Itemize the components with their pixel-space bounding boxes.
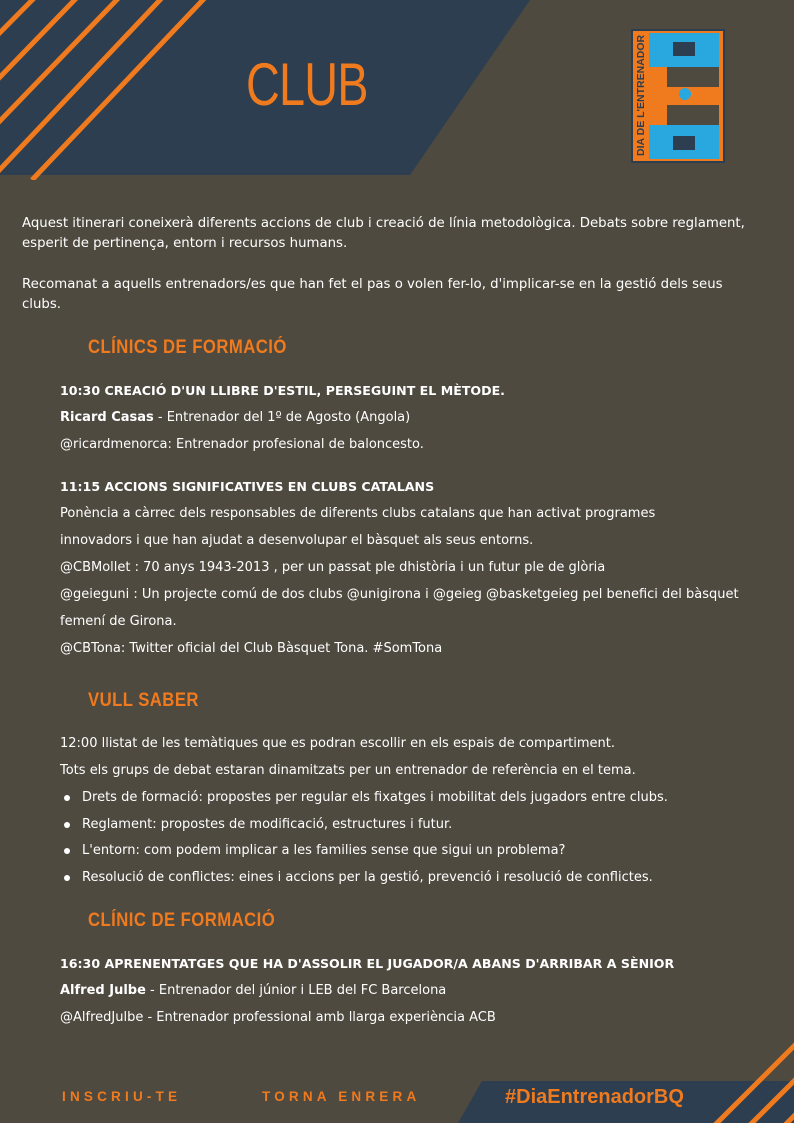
talk3-title: 16:30 APRENENTATGES QUE HA D'ASSOLIR EL JUGADOR/A ABANS D'ARRIBAR A SÈNIOR: [60, 956, 675, 971]
back-link[interactable]: TORNA ENRERA: [262, 1089, 421, 1104]
section-heading-vull-saber: VULL SABER: [88, 690, 199, 711]
talk1-speaker-desc: - Entrenador del 1º de Agosto (Angola): [153, 410, 411, 425]
vull-saber-line: Tots els grups de debat estaran dinamitzats per un entrenador de referència en el tema.: [60, 763, 636, 778]
talk1-speaker-line: [60, 409, 410, 427]
list-item: L'entorn: com podem implicar a les families sense que sigui un problema?: [62, 842, 668, 869]
page-title: CLUB: [246, 51, 368, 118]
talk3-speaker: Alfred Julbe: [60, 983, 146, 998]
talk2-line: @CBMollet : 70 anys 1943-2013 , per un passat ple dhistòria i un futur ple de glòria: [60, 560, 606, 575]
talk2-line: @geieguni : Un projecte comú de dos clubs @unigirona i @geieg @basketgeieg pel benefici del bàsquet: [60, 587, 739, 602]
hashtag: #DiaEntrenadorBQ: [505, 1086, 684, 1108]
talk1-handle: @ricardmenorca: Entrenador profesional de baloncesto.: [60, 437, 424, 452]
talk1-speaker: Ricard Casas: [60, 410, 154, 425]
talk3-speaker-desc: - Entrenador del júnior i LEB del FC Barcelona: [145, 983, 447, 998]
talk2-line: femení de Girona.: [60, 614, 177, 629]
dia-entrenador-logo: [630, 28, 726, 164]
talk3-handle: @AlfredJulbe - Entrenador professional amb llarga experiència ACB: [60, 1010, 496, 1025]
intro-paragraph-2: Recomanat a aquells entrenadors/es que han fet el pas o volen fer-lo, d'implicar-se en la gestió dels seus clubs.: [22, 277, 723, 312]
vull-saber-line: 12:00 llistat de les temàtiques que es podran escollir en els espais de compartiment.: [60, 736, 616, 751]
signup-link[interactable]: INSCRIU-TE: [62, 1089, 182, 1104]
intro-paragraph-1: Aquest itinerari coneixerà diferents accions de club i creació de línia metodològica. Debats sobre reglament, esperit de pertinença, entorn i recursos humans.: [22, 216, 745, 251]
talk2-line: @CBTona: Twitter oficial del Club Bàsquet Tona. #SomTona: [60, 641, 443, 656]
debate-topics-list: [62, 789, 668, 895]
list-item: Resolució de conflictes: eines i accions per la gestió, prevenció i resolució de conflictes.: [62, 869, 668, 896]
list-item: Reglament: propostes de modificació, estructures i futur.: [62, 816, 668, 843]
talk2-line: innovadors i que han ajudat a desenvolupar el bàsquet als seus entorns.: [60, 533, 534, 548]
footer-graphic: [0, 1040, 794, 1123]
section-heading-clinics: CLÍNICS DE FORMACIÓ: [88, 337, 287, 358]
logo-text: DIA DE L'ENTRENADOR: [635, 34, 647, 156]
talk2-line: Ponència a càrrec dels responsables de diferents clubs catalans que han activat programes: [60, 506, 656, 521]
talk3-speaker-line: [60, 982, 446, 1000]
section-heading-clinic: CLÍNIC DE FORMACIÓ: [88, 910, 276, 931]
talk2-title: 11:15 ACCIONS SIGNIFICATIVES EN CLUBS CATALANS: [60, 479, 435, 494]
list-item: Drets de formació: propostes per regular els fixatges i mobilitat dels jugadors entre clubs.: [62, 789, 668, 816]
talk1-title: 10:30 CREACIÓ D'UN LLIBRE D'ESTIL, PERSEGUINT EL MÈTODE.: [60, 383, 505, 398]
